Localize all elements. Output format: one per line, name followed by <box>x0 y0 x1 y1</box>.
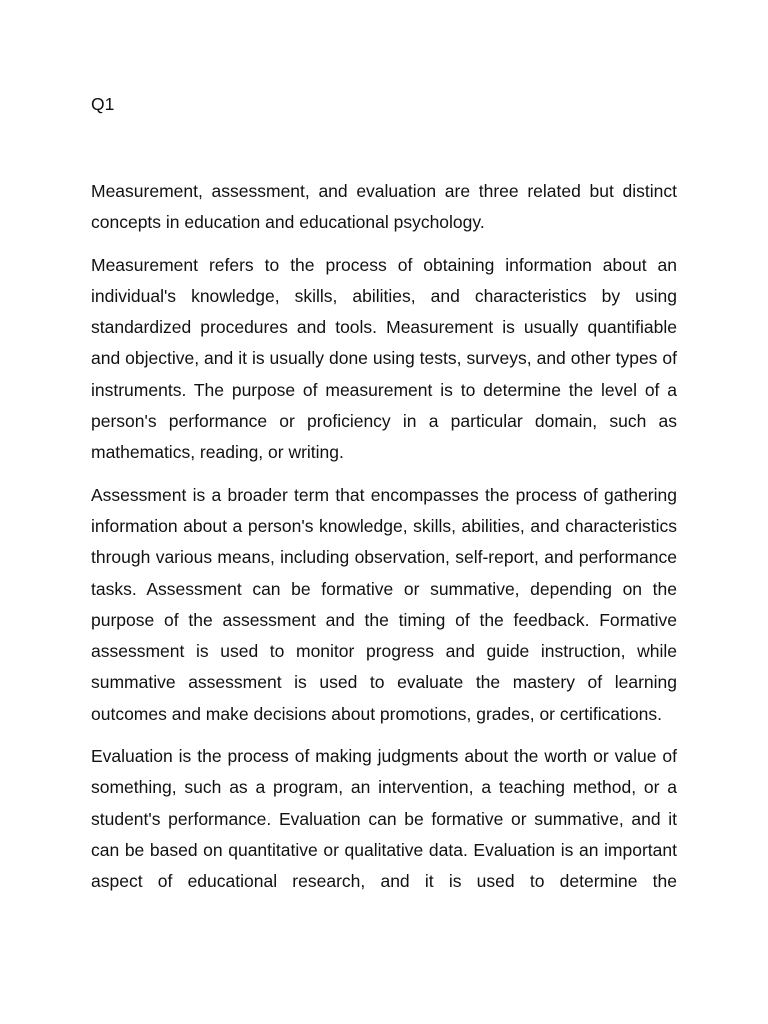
paragraph-assessment: Assessment is a broader term that encompasses the process of gathering information about a person's knowledge, skills, abilities, and characteristics through various means, including observation, self-report, and performance tasks. Assessment can be formative or summative, depending on the purpose of the assessment and the timing of the feedback. Formative assessment is used to monitor progress and guide instruction, while summative assessment is used to evaluate the mastery of learning outcomes and make decisions about promotions, grades, or certifications. <box>91 484 677 724</box>
paragraph-evaluation: Evaluation is the process of making judgments about the worth or value of something, such as a program, an intervention, a teaching method, or a student's performance. Evaluation can be formative or summative, and it can be based on quantitative or qualitative data. Evaluation is an important aspect of educational research, and it is used to determine the <box>91 746 677 892</box>
question-heading: Q1 <box>91 94 115 114</box>
document-body <box>91 176 677 898</box>
paragraph-intro: Measurement, assessment, and evaluation are three related but distinct concepts in education and educational psychology. <box>91 181 677 233</box>
paragraph-measurement: Measurement refers to the process of obtaining information about an individual's knowledge, skills, abilities, and characteristics by using standardized procedures and tools. Measurement is usually quantifiable and objective, and it is usually done using tests, surveys, and other types of instruments. The purpose of measurement is to determine the level of a person's performance or proficiency in a particular domain, such as mathematics, reading, or writing. <box>91 254 677 463</box>
